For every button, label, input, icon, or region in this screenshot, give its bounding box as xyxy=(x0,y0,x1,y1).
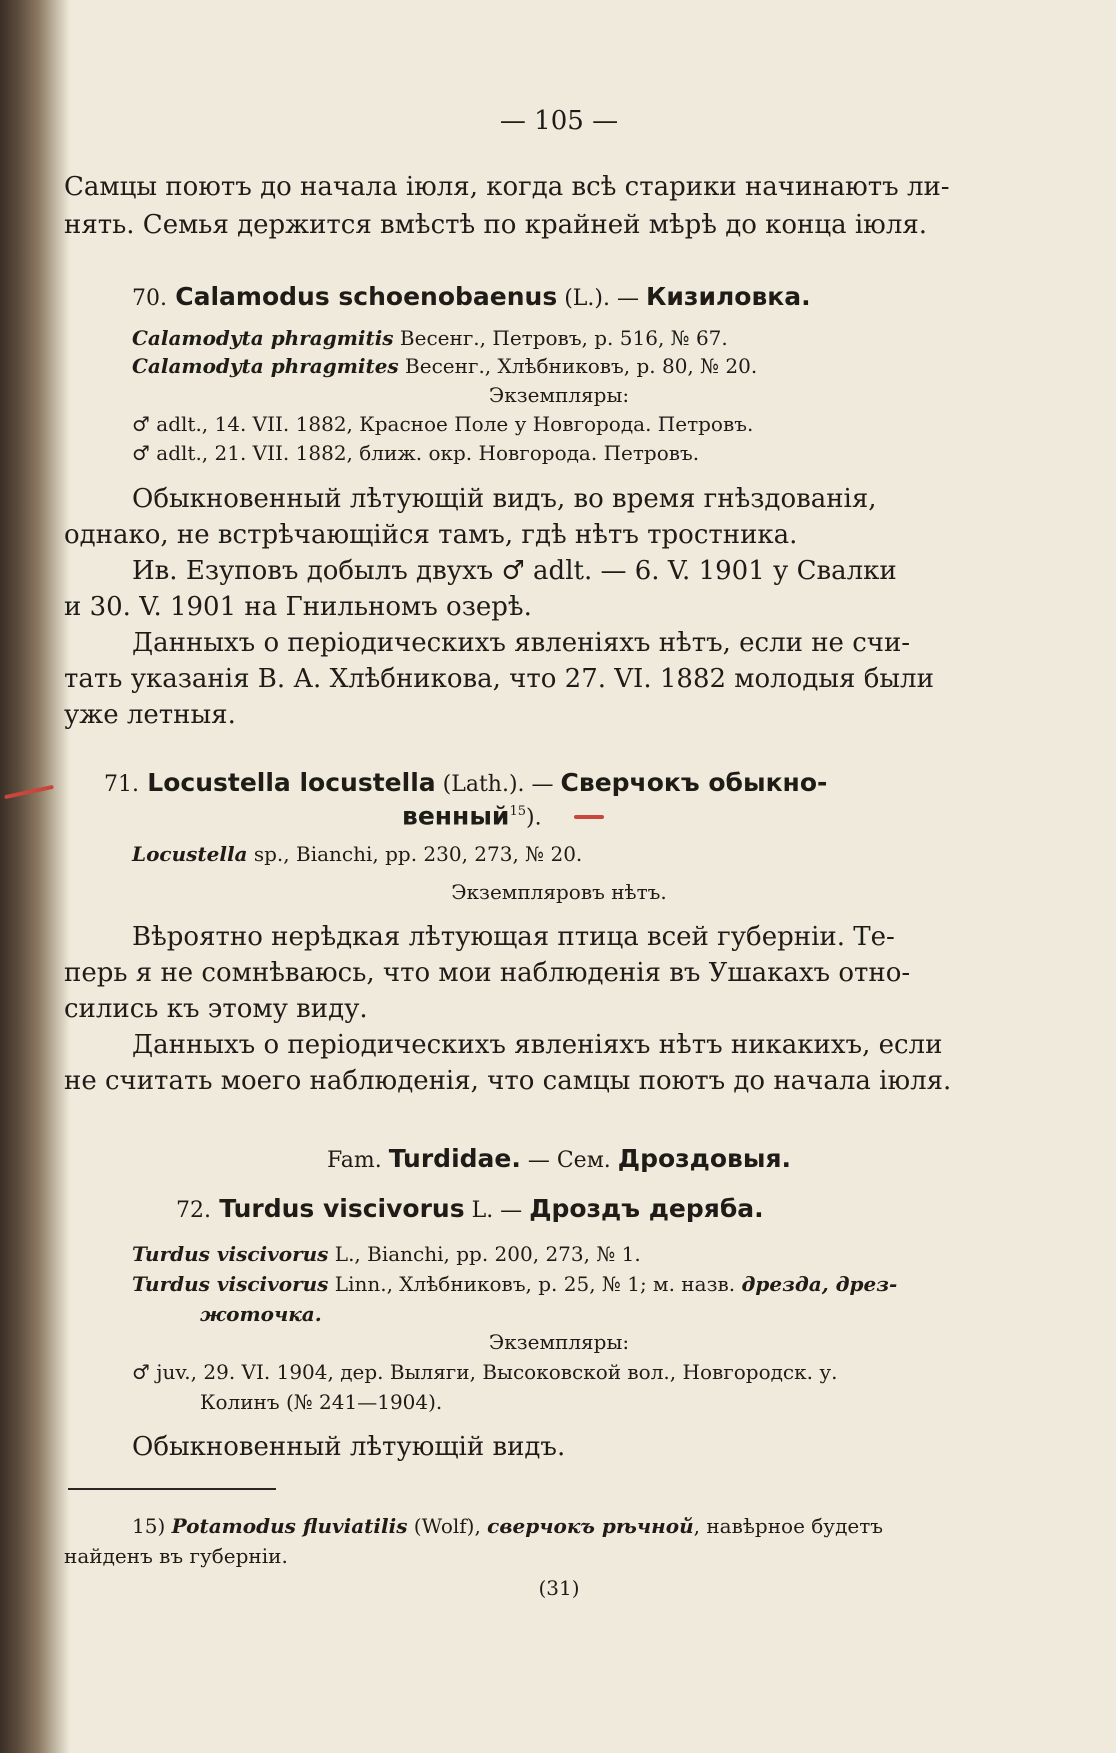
family-russian-name: Дроздовыя. xyxy=(617,1144,792,1173)
species-russian-name: Кизиловка. xyxy=(645,282,811,311)
species-71-text-4: Данныхъ о періодическихъ явленіяхъ нѣтъ никакихъ, если xyxy=(132,1030,943,1060)
species-author: (Lath.). — xyxy=(435,772,561,797)
species-author: (L.). — xyxy=(557,286,646,311)
footnote-reference: 15 xyxy=(509,804,526,819)
species-author: L. — xyxy=(464,1198,530,1223)
species-number: 72. xyxy=(176,1198,211,1223)
species-70-ref-1: Calamodyta phragmitis Весенг., Петровъ, р. 516, № 67. xyxy=(132,326,728,350)
book-spine-shadow xyxy=(0,0,70,1753)
species-71-heading xyxy=(104,768,827,798)
species-70-text-2: однако, не встрѣчающійся тамъ, гдѣ нѣтъ тростника. xyxy=(64,520,798,550)
species-70-specimen-2: ♂ adlt., 21. VII. 1882, ближ. окр. Новгорода. Петровъ. xyxy=(132,441,700,465)
family-heading: Fam. Turdidae. — Сем. Дроздовыя. xyxy=(326,1144,792,1173)
red-pencil-mark-2 xyxy=(574,815,604,819)
species-71-text-2: перь я не сомнѣваюсь, что мои наблюденія въ Ушакахъ отно- xyxy=(64,958,911,988)
species-71-text-3: сились къ этому виду. xyxy=(64,994,368,1024)
document-page xyxy=(64,0,1064,1753)
species-72-text-1: Обыкновенный лѣтующій видъ. xyxy=(132,1432,566,1462)
species-russian-name: Дроздъ деряба. xyxy=(529,1194,764,1223)
footnote-rule xyxy=(68,1488,276,1490)
species-latin-name: Turdus viscivorus xyxy=(219,1194,465,1223)
species-71-text-5: не считать моего наблюденія, что самцы поютъ до начала іюля. xyxy=(64,1066,952,1096)
species-72-ref-2: Turdus viscivorus Linn., Хлѣбниковъ, р. 25, № 1; м. назв. дрезда, дрез- xyxy=(132,1272,898,1296)
species-70-text-6: тать указанія В. А. Хлѣбникова, что 27. VI. 1882 молодыя были xyxy=(64,664,934,694)
species-70-specimens-label: Экземпляры: xyxy=(488,383,630,407)
species-72-specimen-1-cont: Колинъ (№ 241—1904). xyxy=(200,1390,443,1414)
species-70-ref-2: Calamodyta phragmites Весенг., Хлѣбниковъ, р. 80, № 20. xyxy=(132,354,758,378)
species-72-heading xyxy=(176,1194,764,1224)
page-number: — 105 — xyxy=(499,106,619,136)
species-70-text-5: Данныхъ о періодическихъ явленіяхъ нѣтъ, если не счи- xyxy=(132,628,911,658)
species-70-text-1: Обыкновенный лѣтующій видъ, во время гнѣздованія, xyxy=(132,484,877,514)
species-71-text-1: Вѣроятно нерѣдкая лѣтующая птица всей губерніи. Те- xyxy=(132,922,895,952)
species-70-specimen-1: ♂ adlt., 14. VII. 1882, Красное Поле у Новгорода. Петровъ. xyxy=(132,412,754,436)
species-latin-name: Calamodus schoenobaenus xyxy=(175,282,558,311)
species-latin-name: Locustella locustella xyxy=(147,768,436,797)
species-70-text-7: уже летныя. xyxy=(64,700,236,730)
species-72-specimens-label: Экземпляры: xyxy=(488,1330,630,1354)
intro-line-1: Самцы поютъ до начала іюля, когда всѣ старики начинаютъ ли- xyxy=(64,172,950,202)
family-latin-name: Turdidae. xyxy=(388,1144,521,1173)
species-71-specimens-label: Экземпляровъ нѣтъ. xyxy=(451,880,667,904)
species-71-ref-1: Locustella sp., Bianchi, pp. 230, 273, № 20. xyxy=(132,842,583,866)
species-70-text-3: Ив. Езуповъ добылъ двухъ ♂ adlt. — 6. V. 1901 у Свалки xyxy=(132,556,897,586)
footnote-line-1: 15) Potamodus fluviatilis (Wolf), сверчокъ рѣчной, навѣрное будетъ xyxy=(132,1514,884,1538)
species-number: 71. xyxy=(104,772,139,797)
species-72-specimen-1: ♂ juv., 29. VI. 1904, дер. Выляги, Высоковской вол., Новгородск. у. xyxy=(132,1360,838,1384)
footnote-line-2: найденъ въ губерніи. xyxy=(64,1544,288,1568)
intro-line-2: нять. Семья держится вмѣстѣ по крайней мѣрѣ до конца іюля. xyxy=(64,210,928,240)
signature-number: (31) xyxy=(538,1576,580,1600)
species-number: 70. xyxy=(132,286,167,311)
species-72-ref-2-cont: жоточка. xyxy=(200,1302,322,1326)
species-russian-name: Сверчокъ обыкно- xyxy=(560,768,828,797)
species-70-heading xyxy=(132,282,811,312)
species-70-text-4: и 30. V. 1901 на Гнильномъ озерѣ. xyxy=(64,592,532,622)
species-71-heading-cont: венный$^{15}$). xyxy=(402,801,542,831)
species-72-ref-1: Turdus viscivorus L., Bianchi, pp. 200, 273, № 1. xyxy=(132,1242,641,1266)
